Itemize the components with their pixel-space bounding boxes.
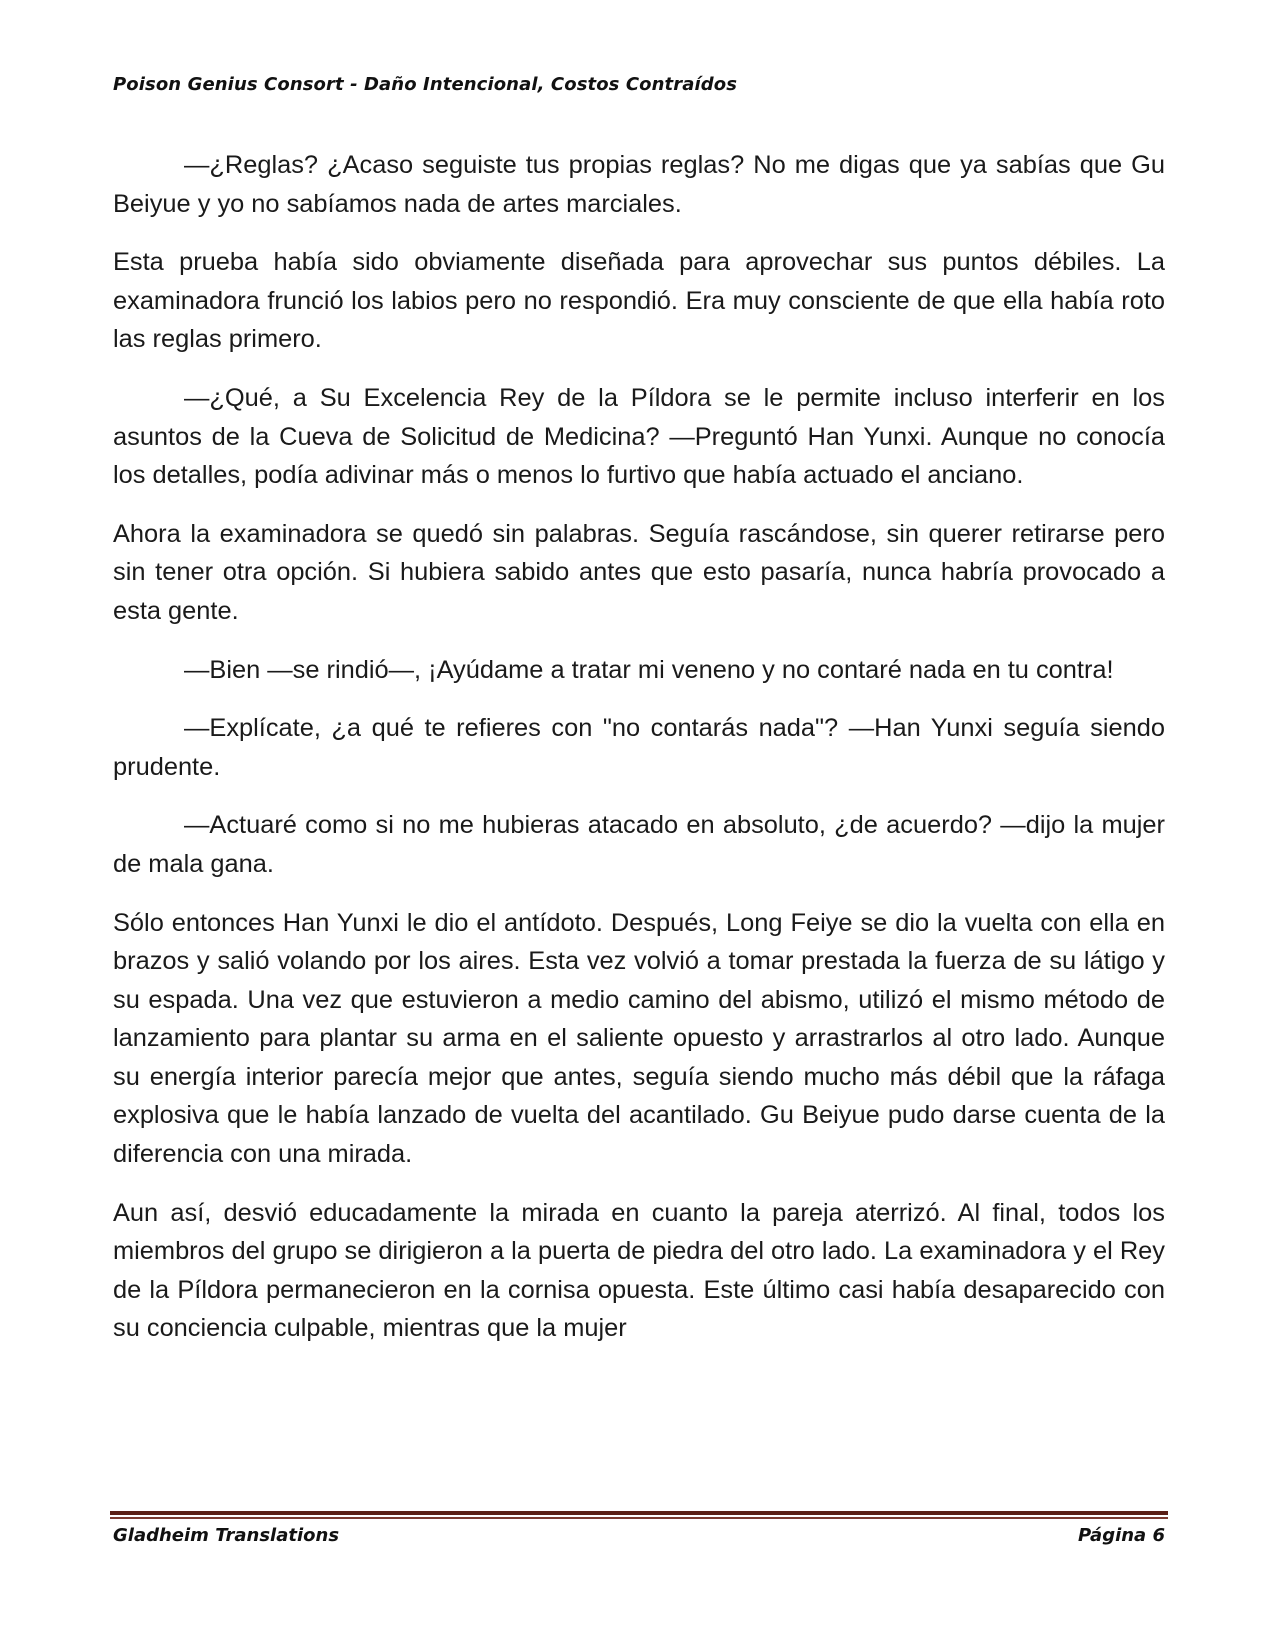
footer-divider-thin bbox=[110, 1517, 1168, 1519]
paragraph-1: —¿Reglas? ¿Acaso seguiste tus propias reglas? No me digas que ya sabías que Gu Beiyue y yo no sabíamos nada de artes marciales. bbox=[113, 151, 1165, 218]
paragraph-8: Sólo entonces Han Yunxi le dio el antídoto. Después, Long Feiye se dio la vuelta con ella en brazos y salió volando por los aires. Esta vez volvió a tomar prestada la fuerza de su látigo y su espada. Una vez que estuvieron a medio camino del abismo, utilizó el mismo método de lanzamiento para plantar su arma en el saliente opuesto y arrastrarlos al otro lado. Aunque su energía interior parecía mejor que antes, seguía siendo mucho más débil que la ráfaga explosiva que le había lanzado de vuelta del acantilado. Gu Beiyue pudo darse cuenta de la diferencia con una mirada. bbox=[113, 908, 1165, 1169]
running-header: Poison Genius Consort - Daño Intencional, Costos Contraídos bbox=[113, 74, 738, 95]
paragraph-9: Aun así, desvió educadamente la mirada en cuanto la pareja aterrizó. Al final, todos los miembros del grupo se dirigieron a la puerta de piedra del otro lado. La examinadora y el Rey de la Píldora permanecieron en la cornisa opuesta. Este último casi había desaparecido con su conciencia culpable, mientras que la mujer bbox=[113, 1198, 1165, 1343]
page-footer bbox=[113, 1525, 1165, 1546]
paragraph-5: —Bien —se rindió—, ¡Ayúdame a tratar mi veneno y no contaré nada en tu contra! bbox=[184, 655, 1114, 684]
footer-publisher: Gladheim Translations bbox=[113, 1525, 340, 1546]
paragraph-3: —¿Qué, a Su Excelencia Rey de la Píldora se le permite incluso interferir en los asuntos de la Cueva de Solicitud de Medicina? —Preguntó Han Yunxi. Aunque no conocía los detalles, podía adivinar más o menos lo furtivo que había actuado el anciano. bbox=[113, 383, 1165, 490]
paragraph-4: Ahora la examinadora se quedó sin palabras. Seguía rascándose, sin querer retirarse pero sin tener otra opción. Si hubiera sabido antes que esto pasaría, nunca habría provocado a esta gente. bbox=[113, 519, 1165, 625]
paragraph-7: —Actuaré como si no me hubieras atacado en absoluto, ¿de acuerdo? —dijo la mujer de mala gana. bbox=[113, 811, 1165, 878]
footer-divider bbox=[110, 1511, 1168, 1519]
paragraph-2: Esta prueba había sido obviamente diseñada para aprovechar sus puntos débiles. La examinadora frunció los labios pero no respondió. Era muy consciente de que ella había roto las reglas primero. bbox=[113, 248, 1165, 354]
body-text bbox=[113, 146, 1165, 1368]
page-number: Página 6 bbox=[1078, 1525, 1165, 1546]
paragraph-6: —Explícate, ¿a qué te refieres con "no contarás nada"? —Han Yunxi seguía siendo prudente. bbox=[113, 714, 1165, 781]
